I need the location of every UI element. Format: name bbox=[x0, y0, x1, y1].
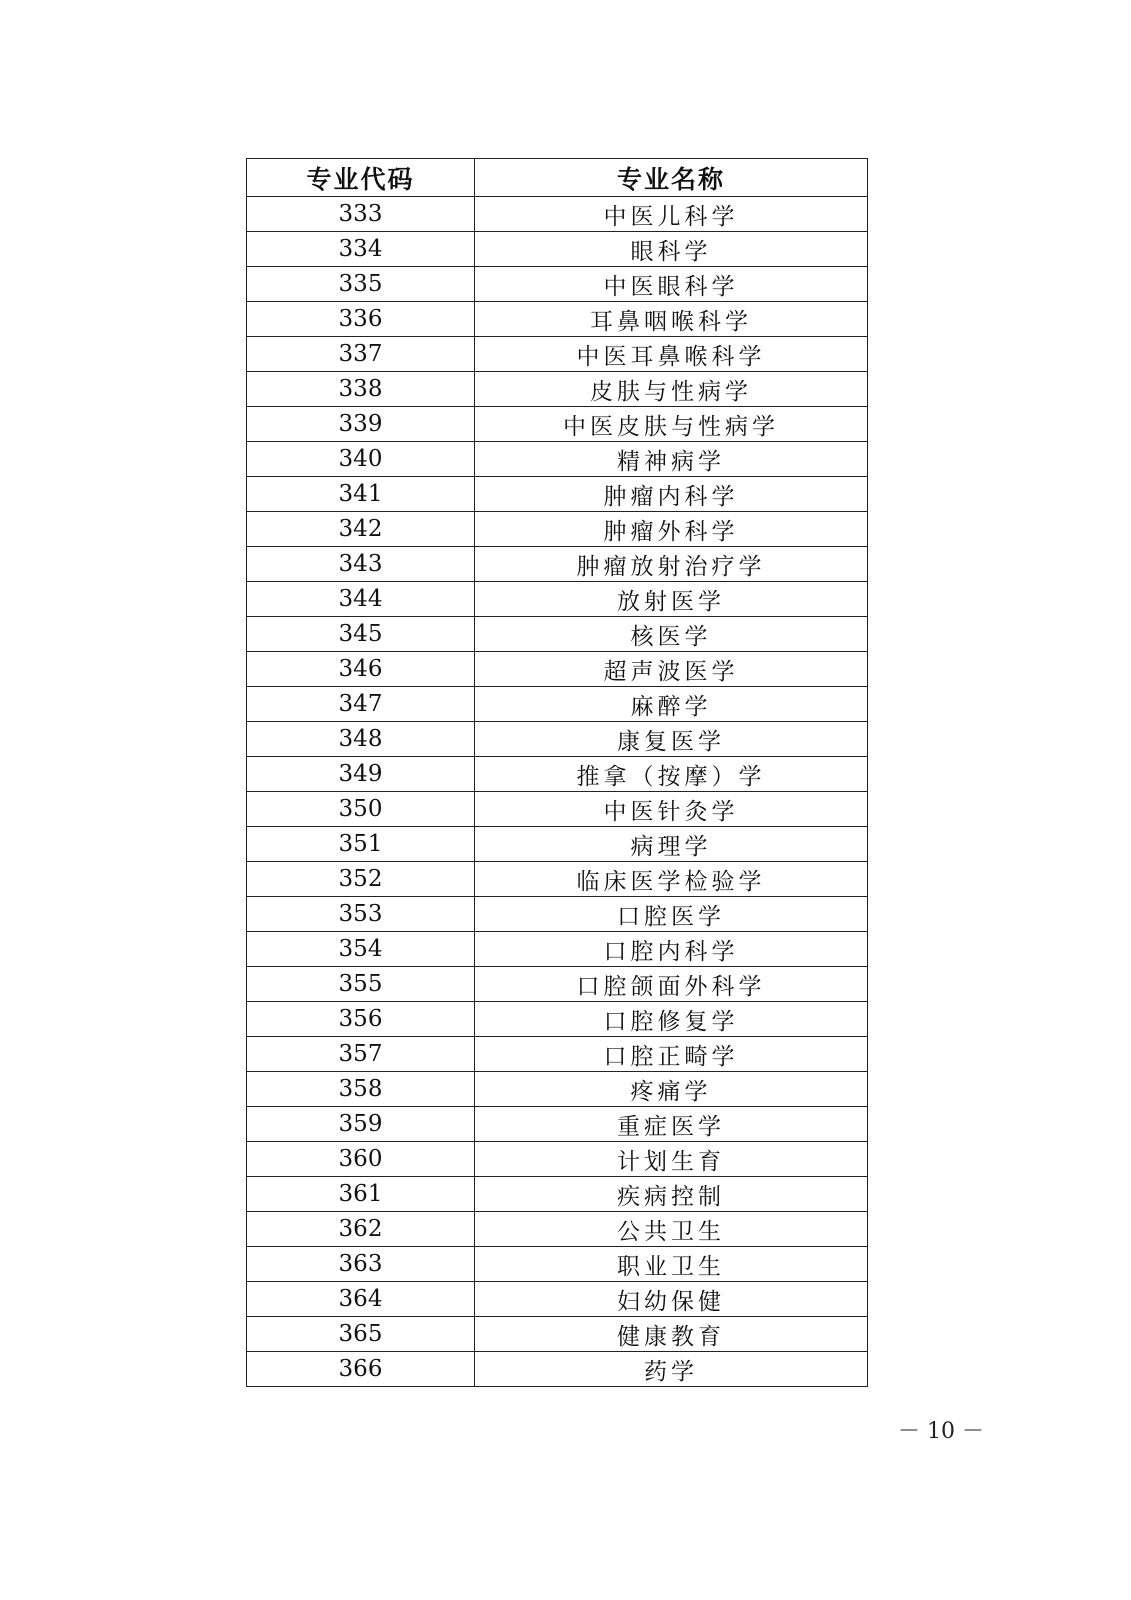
major-name-cell: 精神病学 bbox=[475, 442, 868, 477]
major-code-cell: 357 bbox=[247, 1037, 475, 1072]
major-code-cell: 366 bbox=[247, 1352, 475, 1387]
page-number: － 10 － bbox=[898, 1419, 984, 1444]
table-row bbox=[247, 582, 868, 617]
major-name-cell: 计划生育 bbox=[475, 1142, 868, 1177]
major-name-cell: 重症医学 bbox=[475, 1107, 868, 1142]
table-row bbox=[247, 337, 868, 372]
major-code-cell: 337 bbox=[247, 337, 475, 372]
major-code-cell: 358 bbox=[247, 1072, 475, 1107]
major-name-cell: 推拿（按摩）学 bbox=[475, 757, 868, 792]
table-row bbox=[247, 932, 868, 967]
major-code-cell: 344 bbox=[247, 582, 475, 617]
table-row bbox=[247, 1072, 868, 1107]
major-name-cell: 口腔医学 bbox=[475, 897, 868, 932]
major-code-cell: 341 bbox=[247, 477, 475, 512]
major-code-cell: 365 bbox=[247, 1317, 475, 1352]
table-row bbox=[247, 302, 868, 337]
table-row bbox=[247, 1177, 868, 1212]
major-name-cell: 疾病控制 bbox=[475, 1177, 868, 1212]
major-code-cell: 354 bbox=[247, 932, 475, 967]
major-code-cell: 336 bbox=[247, 302, 475, 337]
major-name-cell: 中医针灸学 bbox=[475, 792, 868, 827]
table-row bbox=[247, 547, 868, 582]
major-code-cell: 335 bbox=[247, 267, 475, 302]
table-header-row bbox=[247, 159, 868, 197]
major-code-cell: 333 bbox=[247, 197, 475, 232]
major-code-cell: 351 bbox=[247, 827, 475, 862]
table-row bbox=[247, 757, 868, 792]
major-code-cell: 343 bbox=[247, 547, 475, 582]
table-row bbox=[247, 652, 868, 687]
table-row bbox=[247, 1037, 868, 1072]
table-row bbox=[247, 792, 868, 827]
table-row bbox=[247, 1212, 868, 1247]
major-name-cell: 妇幼保健 bbox=[475, 1282, 868, 1317]
major-code-cell: 362 bbox=[247, 1212, 475, 1247]
major-code-cell: 355 bbox=[247, 967, 475, 1002]
major-code-cell: 360 bbox=[247, 1142, 475, 1177]
major-code-cell: 348 bbox=[247, 722, 475, 757]
major-code-cell: 347 bbox=[247, 687, 475, 722]
table-row bbox=[247, 232, 868, 267]
table-row bbox=[247, 372, 868, 407]
table-row bbox=[247, 197, 868, 232]
major-name-cell: 病理学 bbox=[475, 827, 868, 862]
major-code-cell: 340 bbox=[247, 442, 475, 477]
major-name-cell: 公共卫生 bbox=[475, 1212, 868, 1247]
major-name-cell: 耳鼻咽喉科学 bbox=[475, 302, 868, 337]
table-row bbox=[247, 687, 868, 722]
major-name-cell: 中医眼科学 bbox=[475, 267, 868, 302]
major-name-cell: 口腔内科学 bbox=[475, 932, 868, 967]
major-name-cell: 口腔正畸学 bbox=[475, 1037, 868, 1072]
major-name-cell: 口腔修复学 bbox=[475, 1002, 868, 1037]
major-code-cell: 364 bbox=[247, 1282, 475, 1317]
major-name-cell: 肿瘤外科学 bbox=[475, 512, 868, 547]
major-code-cell: 353 bbox=[247, 897, 475, 932]
major-name-cell: 中医耳鼻喉科学 bbox=[475, 337, 868, 372]
table-row bbox=[247, 1002, 868, 1037]
major-name-cell: 疼痛学 bbox=[475, 1072, 868, 1107]
major-name-cell: 肿瘤内科学 bbox=[475, 477, 868, 512]
major-name-cell: 药学 bbox=[475, 1352, 868, 1387]
major-name-cell: 中医皮肤与性病学 bbox=[475, 407, 868, 442]
major-code-cell: 349 bbox=[247, 757, 475, 792]
table-row bbox=[247, 827, 868, 862]
column-header-code: 专业代码 bbox=[247, 159, 475, 197]
major-name-cell: 口腔颌面外科学 bbox=[475, 967, 868, 1002]
major-code-cell: 350 bbox=[247, 792, 475, 827]
major-name-cell: 肿瘤放射治疗学 bbox=[475, 547, 868, 582]
major-code-cell: 363 bbox=[247, 1247, 475, 1282]
table-row bbox=[247, 897, 868, 932]
table-row bbox=[247, 967, 868, 1002]
major-code-table bbox=[246, 158, 868, 1387]
table-body bbox=[247, 197, 868, 1387]
major-code-cell: 339 bbox=[247, 407, 475, 442]
major-code-cell: 345 bbox=[247, 617, 475, 652]
major-code-cell: 361 bbox=[247, 1177, 475, 1212]
table-row bbox=[247, 267, 868, 302]
major-code-cell: 338 bbox=[247, 372, 475, 407]
major-code-cell: 346 bbox=[247, 652, 475, 687]
table-row bbox=[247, 1142, 868, 1177]
column-header-name: 专业名称 bbox=[475, 159, 868, 197]
major-code-cell: 356 bbox=[247, 1002, 475, 1037]
major-name-cell: 中医儿科学 bbox=[475, 197, 868, 232]
table-row bbox=[247, 1282, 868, 1317]
major-name-cell: 超声波医学 bbox=[475, 652, 868, 687]
major-name-cell: 麻醉学 bbox=[475, 687, 868, 722]
table-row bbox=[247, 407, 868, 442]
major-name-cell: 康复医学 bbox=[475, 722, 868, 757]
major-name-cell: 健康教育 bbox=[475, 1317, 868, 1352]
major-code-cell: 342 bbox=[247, 512, 475, 547]
table-row bbox=[247, 442, 868, 477]
major-name-cell: 皮肤与性病学 bbox=[475, 372, 868, 407]
major-code-cell: 352 bbox=[247, 862, 475, 897]
major-name-cell: 临床医学检验学 bbox=[475, 862, 868, 897]
major-name-cell: 眼科学 bbox=[475, 232, 868, 267]
table-row bbox=[247, 722, 868, 757]
major-code-cell: 359 bbox=[247, 1107, 475, 1142]
table-row bbox=[247, 862, 868, 897]
major-name-cell: 放射医学 bbox=[475, 582, 868, 617]
table-row bbox=[247, 1107, 868, 1142]
table-row bbox=[247, 512, 868, 547]
major-code-cell: 334 bbox=[247, 232, 475, 267]
major-name-cell: 职业卫生 bbox=[475, 1247, 868, 1282]
table-row bbox=[247, 477, 868, 512]
table-row bbox=[247, 1352, 868, 1387]
table-row bbox=[247, 1247, 868, 1282]
table-row bbox=[247, 617, 868, 652]
major-name-cell: 核医学 bbox=[475, 617, 868, 652]
table-row bbox=[247, 1317, 868, 1352]
